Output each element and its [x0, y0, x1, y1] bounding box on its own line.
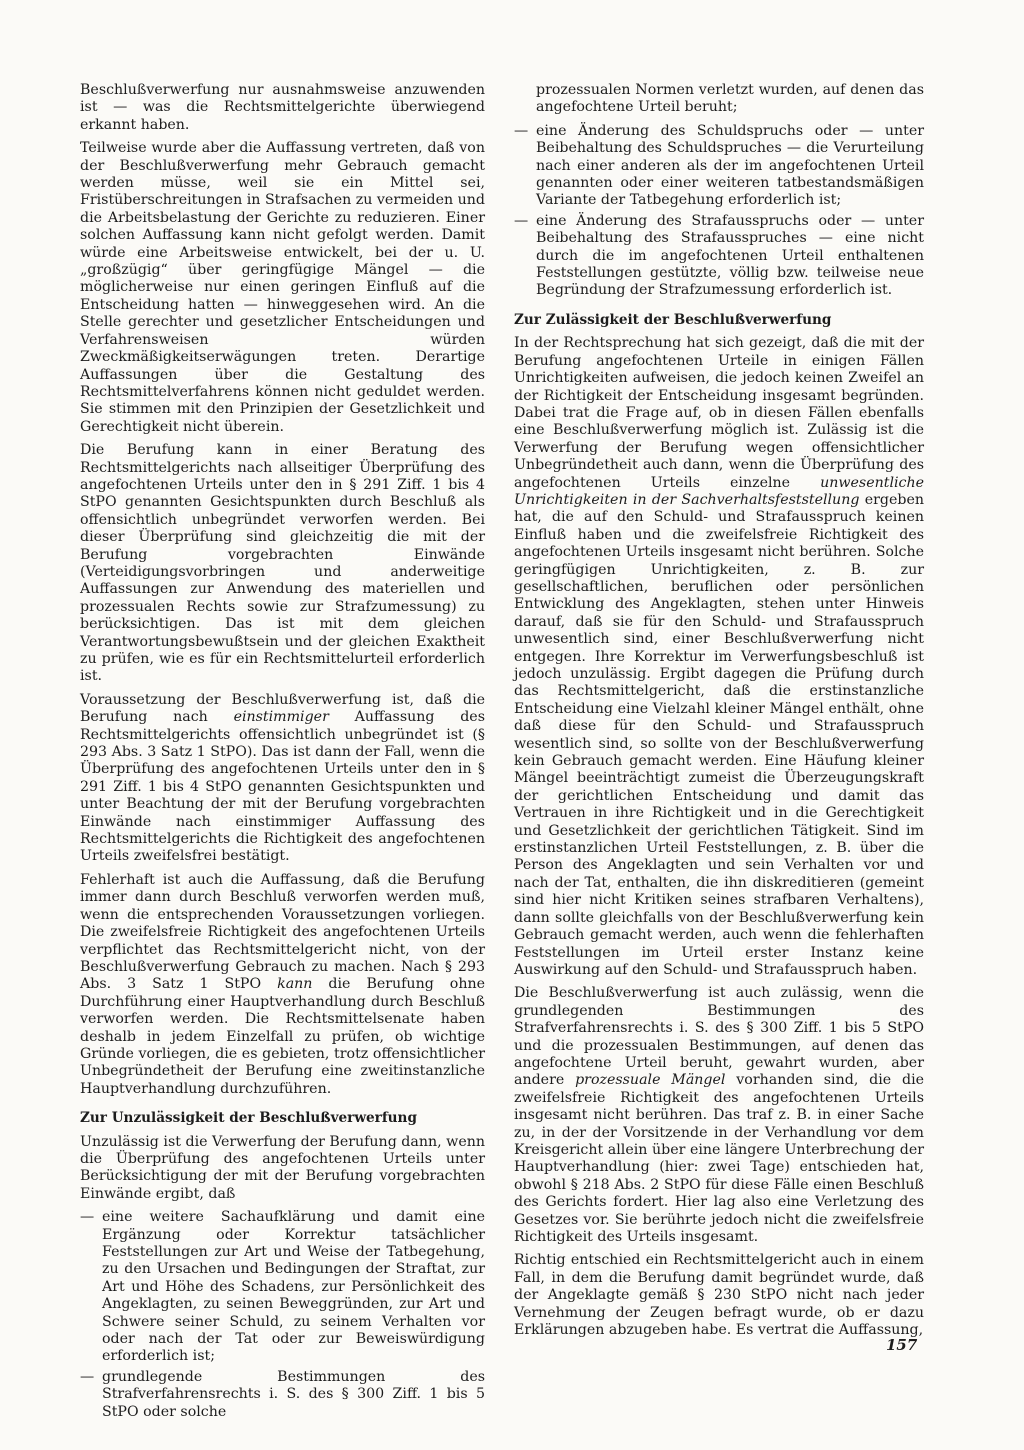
list-item-text: grundlegende Bestimmungen des Strafverfahrensrechts i. S. des § 300 Ziff. 1 bis 5 StPO oder solche	[102, 1368, 485, 1420]
list-item	[80, 1369, 485, 1421]
text-run: Unzulässig ist die Verwerfung der Berufung dann, wenn die Überprüfung des angefochtenen Urteils unter Berücksichtigung der mit der Berufung vorgebrachten Einwände ergibt, daß	[80, 1133, 485, 1202]
paragraph	[80, 692, 485, 866]
paragraph	[80, 442, 485, 686]
list-item	[514, 213, 924, 300]
emphasized-text: unwesentliche Unrichtigkeiten in der Sachverhaltsfeststellung	[514, 474, 924, 508]
text-run: Fehlerhaft ist auch die Auffassung, daß die Berufung immer dann durch Beschluß verworfen werden muß, wenn die entsprechenden Voraussetzungen vorliegen. Die zweifelsfreie Richtigkeit des angefochtenen Urteils verpflichtet das Rechtsmittelgericht nicht, von der Beschlußverwerfung Gebrauch zu machen. Nach § 293 Abs. 3 Satz 1 StPO	[80, 871, 485, 993]
text-run: Die Beschlußverwerfung ist auch zulässig, wenn die grundlegenden Bestimmungen des Strafverfahrensrechts i. S. des § 300 Ziff. 1 bis 5 StPO und die prozessualen Bestimmungen, auf denen das angefochtene Urteil beruht, gewahrt wurden, aber andere	[514, 985, 924, 1089]
list-dash-marker: —	[80, 1368, 95, 1385]
dash-list	[80, 1209, 485, 1421]
section-heading: Zur Zulässigkeit der Beschlußverwerfung	[514, 311, 832, 328]
page-number: 157	[886, 1336, 918, 1354]
list-item-text: eine weitere Sachaufklärung und damit eine Ergänzung oder Korrektur tatsächlicher Feststellungen zur Art und Weise der Tatbegehung, zu den Ursachen und Bedingungen der Straftat, zur Art und Höhe des Schadens, zur Persönlichkeit des Angeklagten, zu seinen Beweggründen, zur Art und Schwere seiner Schuld, zu seinem Verhalten vor oder nach der Tat oder zur Beweiswürdigung erforderlich ist;	[102, 1209, 485, 1365]
emphasized-text: einstimmiger	[233, 709, 329, 726]
paragraph	[514, 335, 924, 979]
text-run: Auffassung des Rechtsmittelgerichts offensichtlich unbegründet ist (§ 293 Abs. 3 Satz 1 StPO). Das ist dann der Fall, wenn die Überprüfung des angefochtenen Urteils unter den in § 291 Ziff. 1 bis 4 StPO genannten Gesichtspunkten und unter Beachtung der mit der Berufung vorgebrachten Einwände nach einstimmiger Auffassung des Rechtsmittelgerichts die Richtigkeit des angefochtenen Urteils zweifelsfrei bestätigt.	[80, 709, 485, 865]
paragraph	[80, 140, 485, 436]
list-dash-marker: —	[514, 212, 529, 229]
text-run: In der Rechtsprechung hat sich gezeigt, daß die mit der Berufung angefochtenen Urteile in einigen Fällen Unrichtigkeiten aufweisen, die jedoch keinen Zweifel an der Richtigkeit der Entscheidung insgesamt begründen. Dabei trat die Frage auf, ob in diesen Fällen ebenfalls eine Beschlußverwerfung möglich ist. Zulässig ist die Verwerfung der Berufung wegen offensichtlicher Unbegründetheit auch dann, wenn die Überprüfung des angefochtenen Urteils einzelne	[514, 335, 924, 491]
text-run: die Berufung ohne Durchführung einer Hauptverhandlung durch Beschluß verworfen werden. Die Rechtsmittelsenate haben deshalb in jedem Einzelfall zu prüfen, ob wichtige Gründe vorliegen, die es gebieten, trotz offensichtlicher Unbegründetheit der Berufung eine zweitinstanzliche Hauptverhandlung durchzuführen.	[80, 976, 485, 1097]
paragraph	[514, 1252, 924, 1339]
list-dash-marker: —	[514, 122, 529, 139]
text-run: Beschlußverwerfung nur ausnahmsweise anzuwenden ist — was die Rechtsmittelgerichte überwiegend erkannt haben.	[80, 82, 485, 133]
list-item	[80, 1209, 485, 1366]
emphasized-text: kann	[277, 976, 313, 993]
text-run: Richtig entschied ein Rechtsmittelgericht auch in einem Fall, in dem die Berufung damit begründet wurde, daß der Angeklagte gemäß § 230 StPO nicht nach jeder Vernehmung der Zeugen befragt wurde, ob er dazu Erklärungen abzugeben habe. Es vertrat die Auffassung,	[514, 1252, 924, 1339]
text-run: prozessualen Normen verletzt wurden, auf denen das angefochtene Urteil beruht;	[536, 82, 924, 116]
text-run: vorhanden sind, die die zweifelsfreie Richtigkeit des angefochtenen Urteils insgesamt nicht berühren. Das traf z. B. in einer Sache zu, in der der Vorsitzende in der Verhandlung vor dem Kreisgericht allein über eine längere Unterbrechung der Hauptverhandlung (hier: zwei Tage) entschieden hat, obwohl § 218 Abs. 2 StPO für diese Fälle einen Beschluß des Gerichts fordert. Hier lag also eine Verletzung des Gesetzes vor. Sie berührte jedoch nicht die zweifelsfreie Richtigkeit des Urteils insgesamt.	[514, 1072, 925, 1245]
text-run: ergeben hat, die auf den Schuld- und Strafausspruch keinen Einfluß haben und die zweifelsfreie Richtigkeit des angefochtenen Urteils insgesamt nicht berühren. Solche geringfügigen Unrichtigkeiten, z. B. zur gesellschaftlichen, beruflichen oder persönlichen Entwicklung des Angeklagten, stehen unter Hinweis darauf, daß sie für den Schuld- und Strafausspruch unwesentlich sind, einer Beschlußverwerfung nicht entgegen. Ihre Korrektur im Verwerfungsbeschluß ist jedoch unzulässig. Ergibt dagegen die Prüfung durch das Rechtsmittelgericht, daß die erstinstanzliche Entscheidung eine Vielzahl kleiner Mängel enthält, ohne daß diese für den Schuld- und Strafausspruch wesentlich sind, so sollte von der Beschlußverwerfung kein Gebrauch gemacht werden. Eine Häufung kleiner Mängel beeinträchtigt zumeist die Überzeugungskraft der gerichtlichen Entscheidung und damit das Vertrauen in ihre Richtigkeit und in die Gerechtigkeit und Gesetzlichkeit der gerichtlichen Tätigkeit. Sind im erstinstanzlichen Urteil Feststellungen, z. B. über die Person des Angeklagten und sein Verhalten vor und nach der Tat, enthalten, die ihn diskreditieren (gemeint sind hier nicht Kritiken seines strafbaren Verhaltens), dann sollte gleichfalls von der Beschlußverwerfung kein Gebrauch gemacht werden, auch wenn die fehlerhaften Feststellungen im Urteil erster Instanz keine Auswirkung auf den Schuld- und Strafausspruch haben.	[514, 491, 924, 978]
list-item	[514, 123, 924, 210]
text-run: Die Berufung kann in einer Beratung des Rechtsmittelgerichts nach allseitiger Überprüfung des angefochtenen Urteils unter den in § 291 Ziff. 1 bis 4 StPO genannten Gesichtspunkten durch Beschluß als offensichtlich unbegründet verworfen werden. Bei dieser Überprüfung sind gleichzeitig die mit der Berufung vorgebrachten Einwände (Verteidigungsvorbringen und anderweitige Auffassungen zur Anwendung des materiellen und prozessualen Rechts sowie zur Strafzumessung) zu berücksichtigen. Das ist mit dem gleichen Verantwortungsbewußtsein und der gleichen Exaktheit zu prüfen, wie es für ein Rechtsmittelurteil erforderlich ist.	[80, 442, 485, 685]
paragraph	[80, 1134, 485, 1204]
right-column	[514, 82, 924, 1345]
list-item-text: eine Änderung des Schuldspruchs oder — unter Beibehaltung des Schuldspruches — die Verurteilung nach einer anderen als der im angefochtenen Urteil genannten oder einer weiteren tatbestandsmäßigen Variante der Tatbegehung erforderlich ist;	[536, 122, 924, 209]
paragraph	[80, 872, 485, 1098]
paragraph	[80, 82, 485, 134]
emphasized-text: prozessuale Mängel	[575, 1072, 726, 1089]
dash-list	[514, 123, 924, 300]
paragraph	[514, 985, 924, 1246]
list-dash-marker: —	[80, 1209, 95, 1226]
text-run: Teilweise wurde aber die Auffassung vertreten, daß von der Beschlußverwerfung mehr Gebrauch gemacht werden müsse, weil sie ein Mittel sei, Fristüberschreitungen in Strafsachen zu vermeiden und die Arbeitsbelastung der Gerichte zu reduzieren. Einer solchen Auffassung kann nicht gefolgt werden. Damit würde eine Arbeitsweise entwickelt, bei der u. U. „großzügig“ über geringfügige Mängel — die möglicherweise nur einen geringen Einfluß auf die Entscheidung hatten — hinweggesehen wird. An die Stelle gerechter und gesetzlicher Entscheidungen und Verfahrensweisen würden Zweckmäßigkeitserwägungen treten. Derartige Auffassungen über die Gestaltung des Rechtsmittelverfahrens können nicht geduldet werden. Sie stimmen mit den Prinzipien der Gesetzlichkeit und Gerechtigkeit nicht überein.	[80, 140, 485, 435]
text-run: Voraussetzung der Beschlußverwerfung ist, daß die Berufung nach	[80, 691, 485, 726]
list-item-text: eine Änderung des Strafausspruchs oder — unter Beibehaltung des Strafausspruches — eine nicht durch die im angefochtenen Urteil enthaltenen Feststellungen gestützte, völlig bzw. teilweise neue Begründung der Strafzumessung erforderlich ist.	[536, 212, 924, 299]
paragraph	[514, 82, 924, 117]
section-heading: Zur Unzulässigkeit der Beschlußverwerfung	[80, 1110, 417, 1127]
left-column	[80, 82, 485, 1427]
